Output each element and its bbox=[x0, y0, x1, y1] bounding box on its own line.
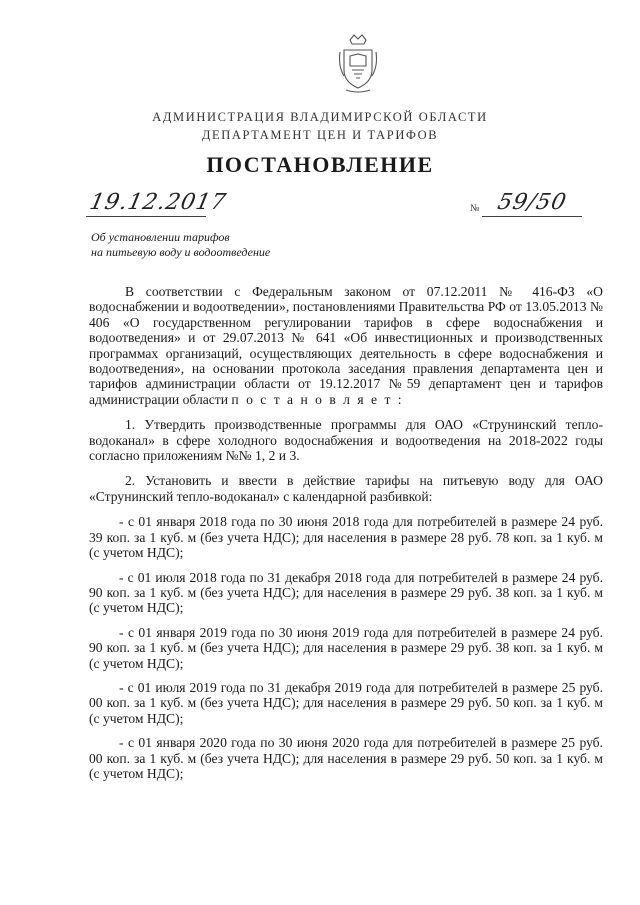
number-label: № bbox=[470, 203, 480, 214]
document-date: 19.12.2017 bbox=[87, 190, 229, 215]
document-body bbox=[89, 284, 603, 790]
tariff-period: - с 01 января 2018 года по 30 июня 2018 года для потребителей в размере 24 руб. 39 коп. за 1 куб. м (без учета НДС); для населения в размере 28 руб. 78 коп. за 1 куб. м (с учетом НДС); bbox=[89, 514, 603, 561]
document-title: ПОСТАНОВЛЕНИЕ bbox=[206, 152, 434, 177]
number-underline bbox=[482, 216, 582, 217]
intro-text: В соответствии с Федеральным законом от 07.12.2011 № 416-ФЗ «О водоснабжении и водоотведении», постановлениями Правительства РФ от 13.05.2013 № 406 «О государственном регулировании тарифов в сфере водоснабжения и водоотведения» и от 29.07.2013 № 641 «Об инвестиционных и производственных программах организаций, осуществляющих деятельность в сфере водоснабжения и водоотведения», на основании протокола заседания правления департамента цен и тарифов администрации области от 19.12.2017 №59 департамент цен и тарифов администрации области bbox=[89, 284, 603, 407]
resolves-word: п о с т а н о в л я е т : bbox=[231, 391, 404, 407]
coat-of-arms-emblem bbox=[336, 32, 380, 96]
resolution-item: 2. Установить и ввести в действие тарифы на питьевую воду для ОАО «Струнинский тепло-водоканал» с календарной разбивкой: bbox=[89, 473, 603, 504]
subject-line: Об установлении тарифов bbox=[91, 230, 230, 244]
date-underline bbox=[86, 216, 206, 217]
organization-name: АДМИНИСТРАЦИЯ ВЛАДИМИРСКОЙ ОБЛАСТИ bbox=[152, 110, 488, 124]
document-subject bbox=[91, 230, 321, 260]
document-number: 59/50 bbox=[495, 190, 570, 215]
intro-paragraph bbox=[89, 284, 603, 407]
subject-line: на питьевую воду и водоотведение bbox=[91, 245, 271, 259]
tariff-period: - с 01 января 2020 года по 30 июня 2020 года для потребителей в размере 25 руб. 00 коп. за 1 куб. м (без учета НДС); для населения в размере 29 руб. 50 коп. за 1 куб. м (с учетом НДС); bbox=[89, 735, 603, 781]
tariff-period: - с 01 июля 2019 года по 31 декабря 2019 года для потребителей в размере 25 руб. 00 коп. за 1 куб. м (без учета НДС); для населения в размере 29 руб. 50 коп. за 1 куб. м (с учетом НДС); bbox=[89, 679, 603, 726]
tariff-period: - с 01 июля 2018 года по 31 декабря 2018 года для потребителей в размере 24 руб. 90 коп. за 1 куб. м (без учета НДС); для населения в размере 29 руб. 38 коп. за 1 куб. м (с учетом НДС); bbox=[89, 569, 603, 616]
department-name: ДЕПАРТАМЕНТ ЦЕН И ТАРИФОВ bbox=[201, 128, 439, 142]
tariff-list bbox=[89, 514, 603, 781]
tariff-period: - с 01 января 2019 года по 30 июня 2019 года для потребителей в размере 24 руб. 90 коп. за 1 куб. м (без учета НДС); для населения в размере 29 руб. 38 коп. за 1 куб. м (с учетом НДС); bbox=[89, 624, 603, 671]
resolution-item: 1. Утвердить производственные программы для ОАО «Струнинский тепло-водоканал» в сфере холодного водоснабжения и водоотведения на 2018-2022 годы согласно приложениям №№ 1, 2 и 3. bbox=[89, 417, 603, 464]
